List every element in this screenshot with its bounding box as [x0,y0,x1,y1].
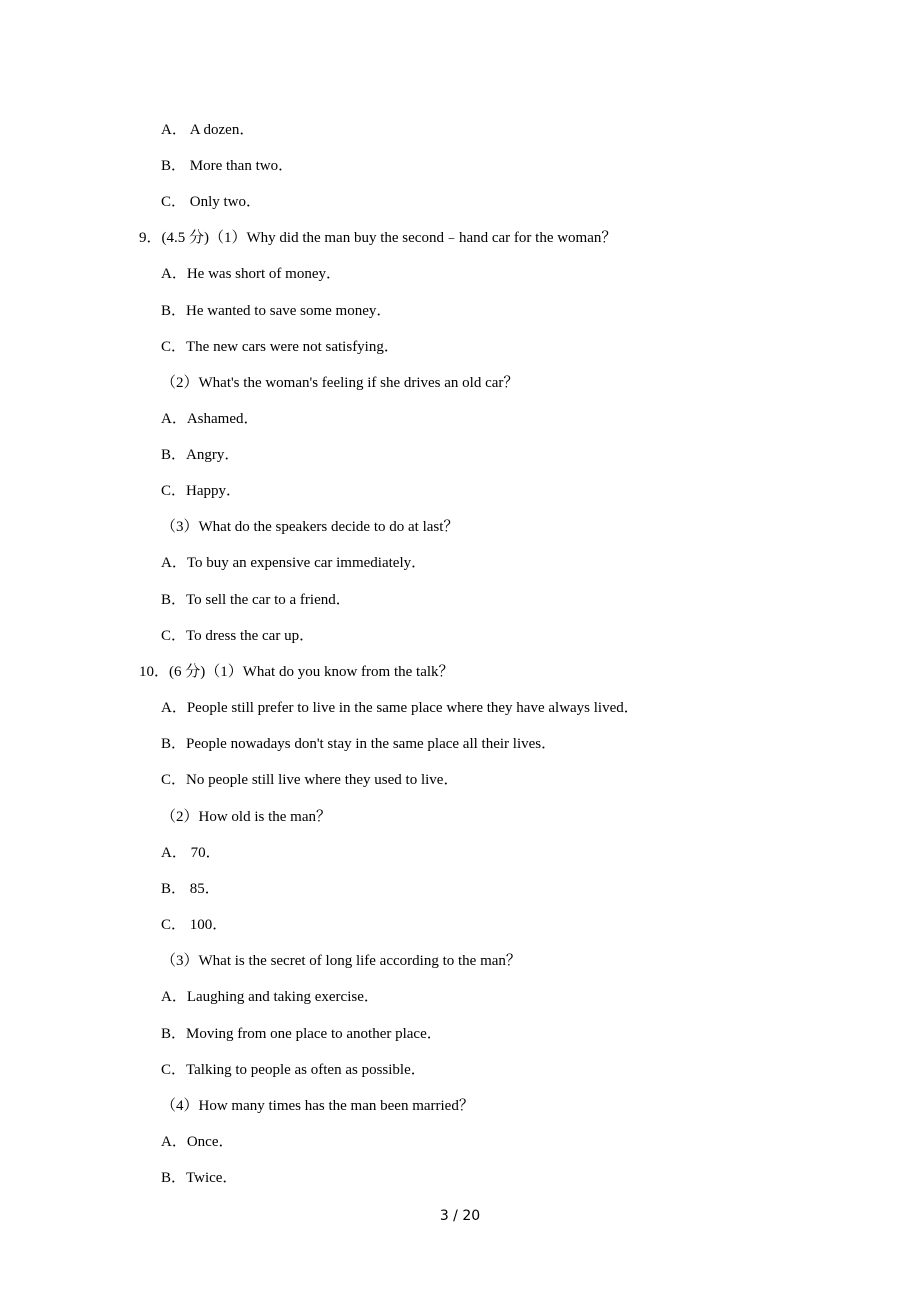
option-line: A．He was short of money． [161,266,341,282]
option-line: B．He wanted to save some money． [161,303,392,319]
option-line: A． A dozen． [161,122,255,138]
option-line: C．To dress the car up． [161,628,315,644]
sub-question-line: （2）What's the woman's feeling if she drives an old car？ [161,375,519,391]
option-line: C．Talking to people as often as possible． [161,1062,426,1078]
option-line: C．The new cars were not satisfying． [161,339,399,355]
option-line: A．People still prefer to live in the same place where they have always lived． [161,700,639,716]
option-line: C． Only two． [161,194,262,210]
option-line: B．Twice． [161,1170,238,1186]
option-line: B．Moving from one place to another place． [161,1026,442,1042]
option-line: C．No people still live where they used to live． [161,772,459,788]
sub-question-line: （3）What do the speakers decide to do at last？ [161,519,459,535]
option-line: C． 100． [161,917,228,933]
sub-question-line: （2）How old is the man？ [161,809,331,825]
option-line: B． More than two． [161,158,294,174]
option-line: A．Ashamed． [161,411,259,427]
option-line: B．People nowadays don't stay in the same place all their lives． [161,736,557,752]
option-line: B． 85． [161,881,220,897]
sub-question-line: （4）How many times has the man been married？ [161,1098,474,1114]
option-line: A．Once． [161,1134,234,1150]
option-line: B．To sell the car to a friend． [161,592,351,608]
sub-question-line: （3）What is the secret of long life according to the man？ [161,953,521,969]
option-line: A．Laughing and taking exercise． [161,989,379,1005]
page-number: 3 / 20 [439,1208,481,1224]
question-line: 9．(4.5 分)（1）Why did the man buy the second﹣hand car for the woman？ [139,230,617,246]
option-line: C．Happy． [161,483,241,499]
option-line: A． 70． [161,845,221,861]
option-line: A．To buy an expensive car immediately． [161,555,427,571]
question-line: 10．(6 分)（1）What do you know from the talk？ [139,664,454,680]
option-line: B．Angry． [161,447,240,463]
